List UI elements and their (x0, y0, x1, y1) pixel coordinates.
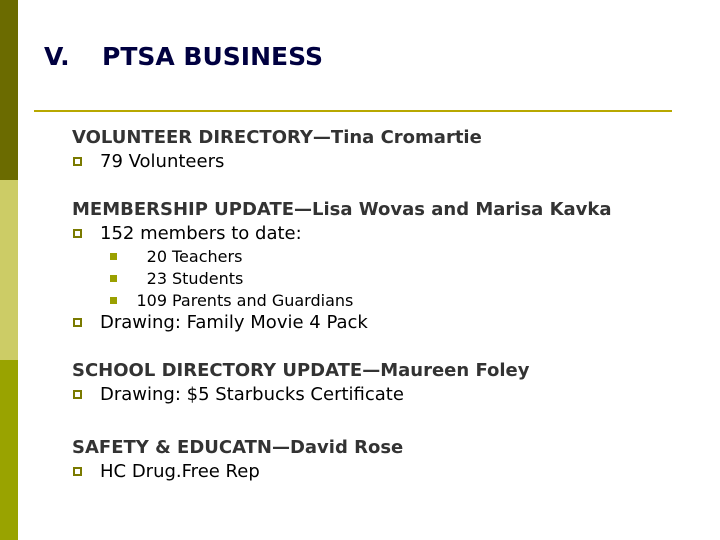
sidebar-accent-bottom (0, 360, 18, 540)
school-directory-item-text: Drawing: $5 Starbucks Certificate (100, 384, 404, 405)
square-bullet-icon (73, 229, 82, 238)
slide-number: V. (44, 42, 70, 71)
breakdown-count: 20 (146, 247, 167, 266)
square-bullet-icon (73, 467, 82, 476)
safety-heading: SAFETY & EDUCATN—David Rose (72, 437, 404, 458)
membership-breakdown-item (110, 291, 353, 310)
breakdown-count: 109 (136, 291, 167, 310)
membership-breakdown-item (110, 269, 243, 288)
square-bullet-icon (73, 157, 82, 166)
solid-bullet-icon (110, 253, 117, 260)
breakdown-count: 23 (146, 269, 167, 288)
school-directory-item (72, 384, 404, 405)
sidebar-accent-middle (0, 180, 18, 360)
slide-title-text: PTSA BUSINESS (102, 42, 323, 71)
solid-bullet-icon (110, 275, 117, 282)
membership-breakdown-item (110, 247, 242, 266)
membership-heading: MEMBERSHIP UPDATE—Lisa Wovas and Marisa Kavka (72, 199, 612, 220)
membership-item-text: 152 members to date: (100, 223, 302, 244)
title-divider (34, 110, 672, 112)
school-directory-heading: SCHOOL DIRECTORY UPDATE—Maureen Foley (72, 360, 530, 381)
breakdown-label: Teachers (172, 247, 243, 266)
safety-item (72, 461, 260, 482)
volunteer-item (72, 151, 224, 172)
breakdown-label: Parents and Guardians (172, 291, 354, 310)
safety-item-text: HC Drug.Free Rep (100, 461, 260, 482)
volunteer-item-text: 79 Volunteers (100, 151, 225, 172)
square-bullet-icon (73, 318, 82, 327)
membership-drawing-item (72, 312, 368, 333)
breakdown-label: Students (172, 269, 244, 288)
slide-title (44, 42, 323, 71)
sidebar-accent-top (0, 0, 18, 180)
solid-bullet-icon (110, 297, 117, 304)
volunteer-heading: VOLUNTEER DIRECTORY—Tina Cromartie (72, 127, 482, 148)
membership-drawing-text: Drawing: Family Movie 4 Pack (100, 312, 368, 333)
square-bullet-icon (73, 390, 82, 399)
membership-item (72, 223, 302, 244)
